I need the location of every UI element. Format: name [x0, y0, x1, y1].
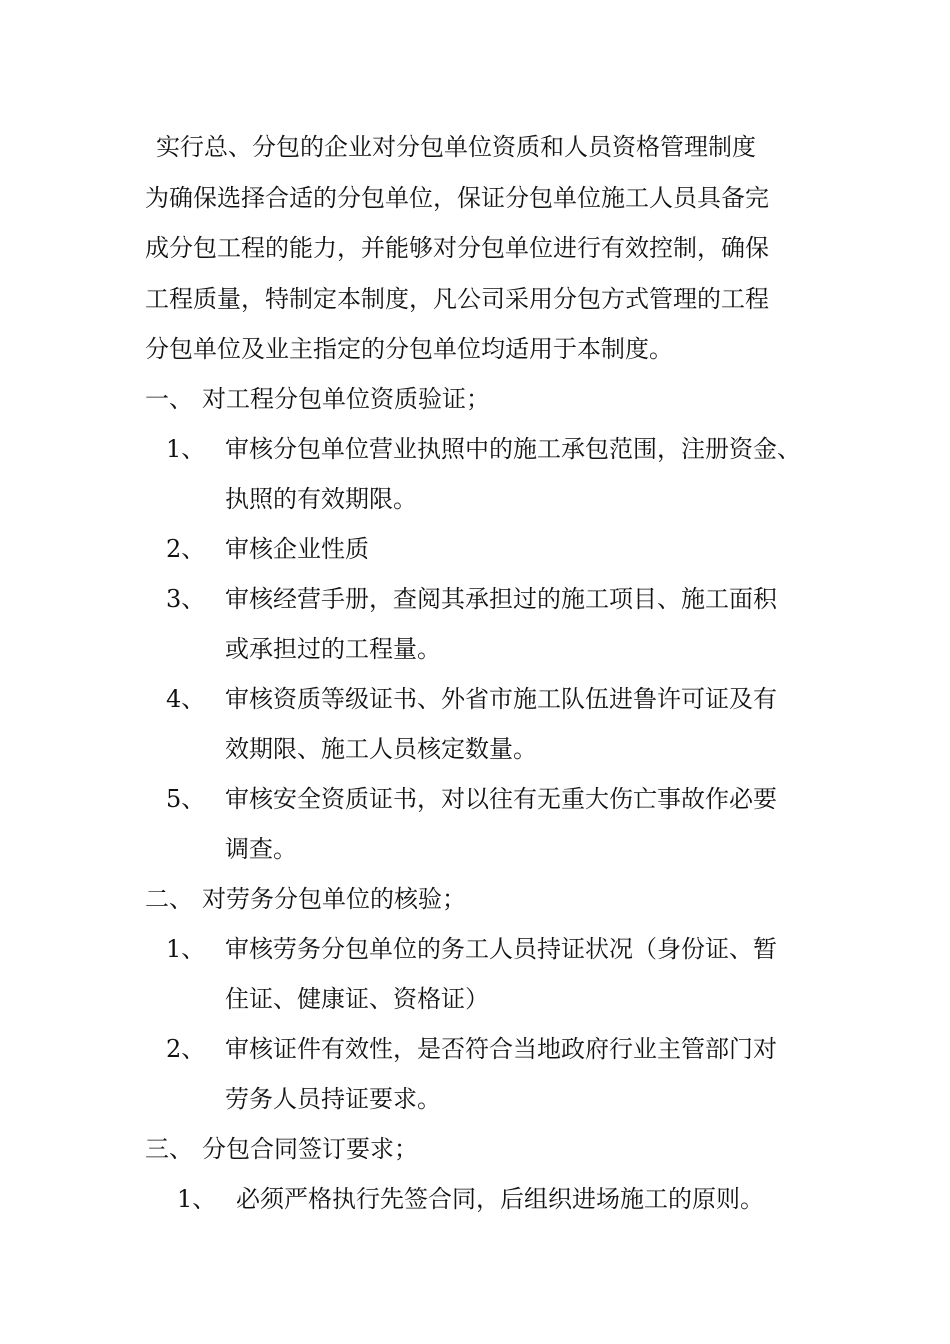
- item-text: 审核资质等级证书、外省市施工队伍进鲁许可证及有: [225, 685, 777, 713]
- section-number: 一、: [145, 385, 193, 413]
- section-heading: 分包合同签订要求；: [202, 1135, 418, 1163]
- section-heading: 对工程分包单位资质验证；: [202, 385, 490, 413]
- item-text: 住证、健康证、资格证）: [225, 985, 489, 1013]
- item-text: 调查。: [225, 835, 297, 863]
- section-number: 二、: [145, 885, 193, 913]
- intro-line: 为确保选择合适的分包单位，保证分包单位施工人员具备完: [145, 184, 769, 212]
- item-text: 审核证件有效性，是否符合当地政府行业主管部门对: [225, 1035, 777, 1063]
- item-number: 5、: [166, 785, 206, 813]
- item-text: 执照的有效期限。: [225, 485, 417, 513]
- item-text: 审核劳务分包单位的务工人员持证状况（身份证、暂: [225, 935, 777, 963]
- item-number: 1、: [166, 435, 206, 463]
- item-text: 审核企业性质: [225, 535, 369, 563]
- item-number: 2、: [166, 535, 206, 563]
- item-number: 1、: [166, 935, 206, 963]
- item-text: 或承担过的工程量。: [225, 635, 441, 663]
- item-number: 4、: [166, 685, 206, 713]
- document-title: 实行总、分包的企业对分包单位资质和人员资格管理制度: [156, 133, 756, 161]
- item-text: 审核分包单位营业执照中的施工承包范围，注册资金、: [225, 435, 801, 463]
- intro-line: 工程质量，特制定本制度，凡公司采用分包方式管理的工程: [145, 285, 769, 313]
- item-text: 审核经营手册，查阅其承担过的施工项目、施工面积: [225, 585, 777, 613]
- item-text: 效期限、施工人员核定数量。: [225, 735, 537, 763]
- item-number: 1、: [177, 1185, 217, 1213]
- intro-line: 分包单位及业主指定的分包单位均适用于本制度。: [145, 335, 673, 363]
- intro-line: 成分包工程的能力，并能够对分包单位进行有效控制，确保: [145, 234, 769, 262]
- item-text: 必须严格执行先签合同，后组织进场施工的原则。: [236, 1185, 764, 1213]
- section-number: 三、: [145, 1135, 193, 1163]
- item-text: 劳务人员持证要求。: [225, 1085, 441, 1113]
- item-number: 3、: [166, 585, 206, 613]
- item-text: 审核安全资质证书，对以往有无重大伤亡事故作必要: [225, 785, 777, 813]
- section-heading: 对劳务分包单位的核验；: [202, 885, 466, 913]
- item-number: 2、: [166, 1035, 206, 1063]
